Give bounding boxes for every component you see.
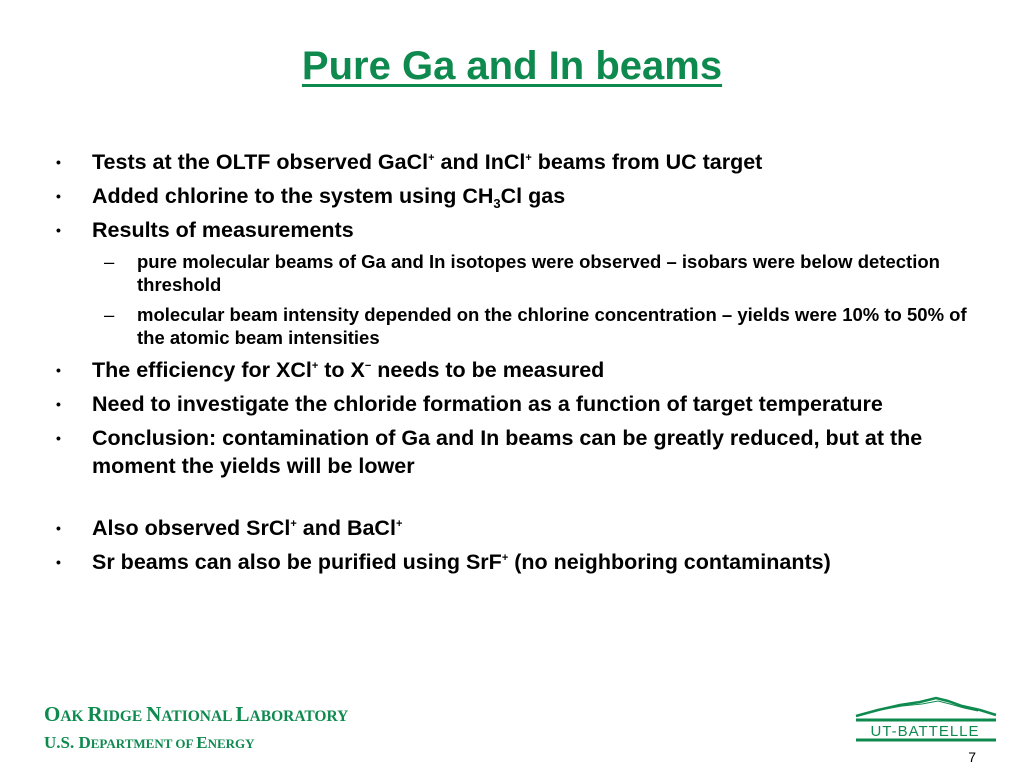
superscript: + bbox=[525, 152, 532, 164]
sub-bullet-text: molecular beam intensity depended on the chlorine concentration – yields were 10% to 50% of the atomic beam intensities bbox=[137, 304, 967, 348]
superscript: + bbox=[311, 360, 319, 372]
bullet-item bbox=[52, 148, 982, 176]
bullet-text: Need to investigate the chloride formation as a function of target temperature bbox=[92, 392, 883, 416]
bullet-text: Sr beams can also be purified using SrF bbox=[92, 550, 502, 574]
bullet-item bbox=[52, 216, 982, 244]
bullet-text: Added chlorine to the system using CH bbox=[92, 184, 494, 208]
bullet-text: and BaCl bbox=[296, 516, 396, 540]
bullet-marker: • bbox=[56, 222, 61, 238]
bullet-item bbox=[52, 424, 982, 480]
bullet-text: Also observed SrCl bbox=[92, 516, 291, 540]
superscript: + bbox=[290, 518, 297, 530]
bullet-text: Cl gas bbox=[500, 184, 566, 208]
slide-title: Pure Ga and In beams bbox=[301, 44, 723, 88]
sub-bullet-text: pure molecular beams of Ga and In isotopes were observed – isobars were below detection threshold bbox=[137, 251, 940, 295]
superscript: − bbox=[364, 360, 372, 372]
bullet-marker: • bbox=[56, 430, 61, 446]
footer-lab-name: OAK RIDGE NATIONAL LABORATORY bbox=[44, 702, 349, 726]
spacer bbox=[52, 486, 982, 514]
ut-battelle-logo bbox=[850, 696, 1000, 744]
bullet-text: Tests at the OLTF observed GaCl bbox=[92, 150, 429, 174]
superscript: + bbox=[501, 552, 509, 564]
bullet-item bbox=[52, 548, 982, 576]
dash-marker: – bbox=[104, 251, 115, 272]
bullet-marker: • bbox=[56, 396, 61, 412]
page-number: 7 bbox=[968, 749, 976, 765]
bullet-text: (no neighboring contaminants) bbox=[508, 550, 831, 574]
bullet-list bbox=[52, 148, 982, 582]
bullet-item bbox=[52, 356, 982, 384]
bullet-marker: • bbox=[56, 362, 61, 378]
sub-bullet-item bbox=[52, 303, 982, 349]
superscript: + bbox=[395, 518, 403, 530]
bullet-item bbox=[52, 182, 982, 210]
sub-bullet-item bbox=[52, 250, 982, 296]
bullet-text: The efficiency for XCl bbox=[92, 358, 312, 382]
bullet-item bbox=[52, 390, 982, 418]
bullet-marker: • bbox=[56, 520, 61, 536]
bullet-marker: • bbox=[56, 188, 61, 204]
subscript: 3 bbox=[493, 196, 501, 211]
bullet-text: Results of measurements bbox=[92, 218, 354, 242]
bullet-marker: • bbox=[56, 154, 61, 170]
superscript: + bbox=[428, 152, 435, 164]
bullet-text: needs to be measured bbox=[371, 358, 605, 382]
bullet-marker: • bbox=[56, 554, 61, 570]
bullet-text: Conclusion: contamination of Ga and In beams can be greatly reduced, but at the moment the yields will be lower bbox=[92, 426, 923, 478]
bullet-text: to X bbox=[318, 358, 365, 382]
dash-marker: – bbox=[104, 304, 115, 325]
bullet-text: and InCl bbox=[434, 150, 526, 174]
footer-organization bbox=[44, 701, 348, 757]
bullet-item bbox=[52, 514, 982, 542]
bullet-text: beams from UC target bbox=[531, 150, 763, 174]
svg-text:UT-BATTELLE: UT-BATTELLE bbox=[870, 723, 980, 740]
footer-department: U.S. DEPARTMENT OF ENERGY bbox=[44, 733, 255, 752]
